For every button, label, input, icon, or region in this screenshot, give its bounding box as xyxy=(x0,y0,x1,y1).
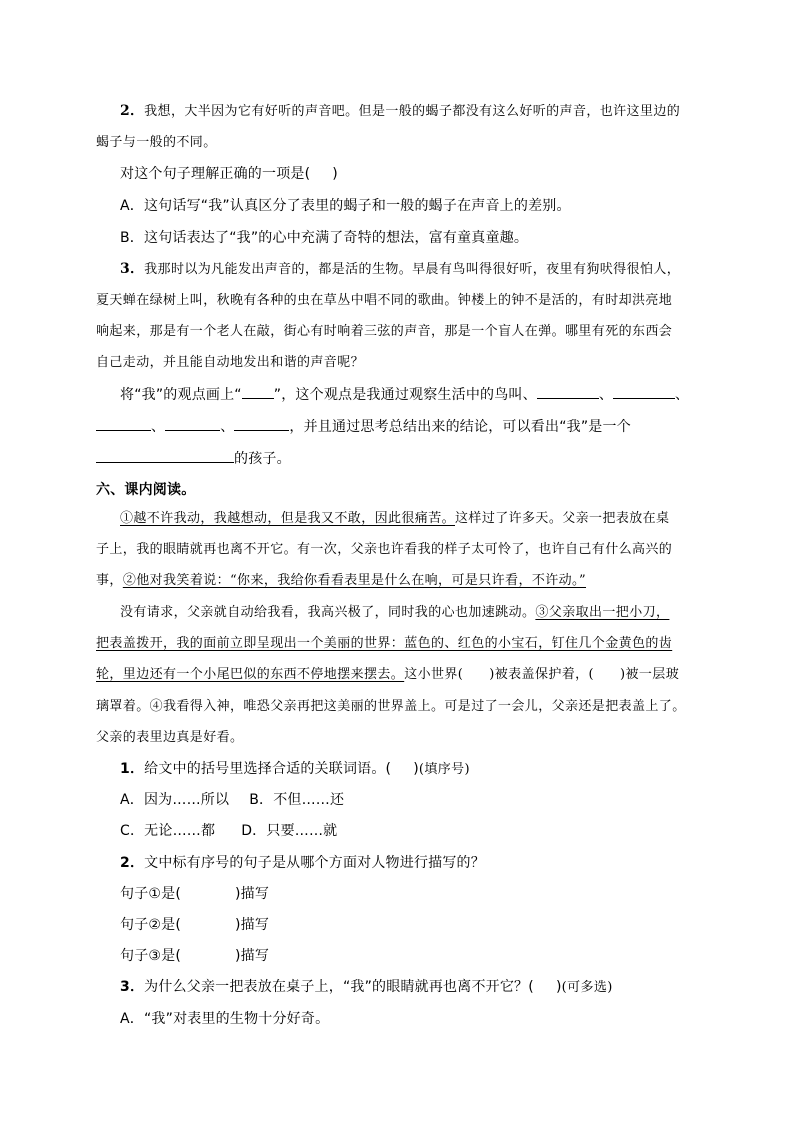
q2-number: 2． xyxy=(120,103,145,119)
passage-p1-line-1: ①越不许我动，我越想动，但是我又不敢，因此很痛苦。这样过了许多天。父亲一把表放在桌 xyxy=(120,511,670,526)
answer-blank[interactable] xyxy=(242,384,274,399)
sentence-2: ②他对我笑着说：“你来，我给你看看表里是什么在响，可是只许看，不许动。” xyxy=(122,573,587,588)
answer-blank[interactable] xyxy=(613,384,675,399)
passage-p2-line-4: 璃罩着。④我看得入神，唯恐父亲再把这美丽的世界盖上。可是过了一会儿，父亲还是把表盖上了。 xyxy=(96,699,686,714)
answer-blank[interactable] xyxy=(537,384,599,399)
q2-text-line-1: 2．我想，大半因为它有好听的声音吧。但是一般的蝎子都没有这么好听的声音，也许这里边的 xyxy=(120,103,681,119)
s6q3-option-a: A．“我”对表里的生物十分好奇。 xyxy=(120,1011,330,1027)
s6q2-sentence-3: 句子③是( )描写 xyxy=(120,948,270,964)
q3-fill-line-3: 的孩子。 xyxy=(96,448,291,469)
passage-p2-line-3: 轮，里边还有一个小尾巴似的东西不停地摆来摆去。这小世界( )被表盖保护着，( )被一层玻 xyxy=(96,667,680,682)
answer-blank[interactable] xyxy=(165,416,220,431)
s6q1-options-row-1: A．因为……所以 B．不但……还 xyxy=(120,792,345,808)
passage-p2-line-5: 父亲的表里边真是好看。 xyxy=(96,730,244,745)
q3-fill-line-1: 将“我”的观点画上“ ”，这个观点是我通过观察生活中的鸟叫、 、 、 xyxy=(120,384,689,405)
q3-text-line-3: 响起来，那是有一个老人在敲，街心有时响着三弦的声音，那是一个盲人在弹。哪里有死的东西会 xyxy=(96,324,673,339)
s6q1-prompt: 1．给文中的括号里选择合适的关联词语。( )(填序号) xyxy=(120,761,471,777)
s6q3-prompt: 3．为什么父亲一把表放在桌子上，“我”的眼睛就再也离不开它？( )(可多选) xyxy=(120,979,613,995)
passage-p2-line-2: 把表盖拨开，我的面前立即呈现出一个美丽的世界：蓝色的、红色的小宝石，钉住几个金黄色的齿 xyxy=(96,636,673,651)
q3-number: 3． xyxy=(120,261,145,277)
passage-p2-line-1: 没有请求，父亲就自动给我看，我高兴极了，同时我的心也加速跳动。③父亲取出一把小刀， xyxy=(120,605,670,620)
answer-blank[interactable] xyxy=(96,448,234,463)
q3-text-line-1: 3．我那时以为凡能发出声音的，都是活的生物。早晨有鸟叫得很好听，夜里有狗吠得很怕人， xyxy=(120,261,681,277)
q2-option-b: B．这句话表达了“我”的心中充满了奇特的想法，富有童真童趣。 xyxy=(120,230,529,246)
s6q1-options-row-2: C．无论……都 D．只要……就 xyxy=(120,823,338,839)
section-6-title: 六、课内阅读。 xyxy=(96,482,196,498)
passage-p1-line-2: 子上，我的眼睛就再也离不开它。有一次，父亲也许看我的样子太可怜了，也许自己有什么高兴的 xyxy=(96,542,673,557)
q2-text-line-2: 蝎子与一般的不同。 xyxy=(96,135,217,150)
s6q2-sentence-1: 句子①是( )描写 xyxy=(120,886,270,902)
q2-prompt: 对这个句子理解正确的一项是( ) xyxy=(120,166,338,182)
answer-blank[interactable] xyxy=(96,416,151,431)
s6q2-sentence-2: 句子②是( )描写 xyxy=(120,917,270,933)
q3-fill-line-2: 、 、 ，并且通过思考总结出来的结论，可以看出“我”是一个 xyxy=(96,416,631,437)
sentence-3: ③父亲取出一把小刀， xyxy=(535,605,670,620)
q3-text-line-2: 夏天蝉在绿树上叫，秋晚有各种的虫在草丛中唱不同的歌曲。钟楼上的钟不是活的，有时却洪亮地 xyxy=(96,293,673,308)
s6q2-prompt: 2．文中标有序号的句子是从哪个方面对人物进行描写的？ xyxy=(120,855,485,871)
q3-text-line-4: 自己走动，并且能自动地发出和谐的声音呢？ xyxy=(96,355,365,370)
answer-blank[interactable] xyxy=(234,416,289,431)
sentence-1: ①越不许我动，我越想动，但是我又不敢，因此很痛苦。 xyxy=(120,511,456,526)
q2-option-a: A．这句话写“我”认真区分了表里的蝎子和一般的蝎子在声音上的差别。 xyxy=(120,198,571,214)
passage-p1-line-3: 事，②他对我笑着说：“你来，我给你看看表里是什么在响，可是只许看，不许动。” xyxy=(96,573,587,588)
